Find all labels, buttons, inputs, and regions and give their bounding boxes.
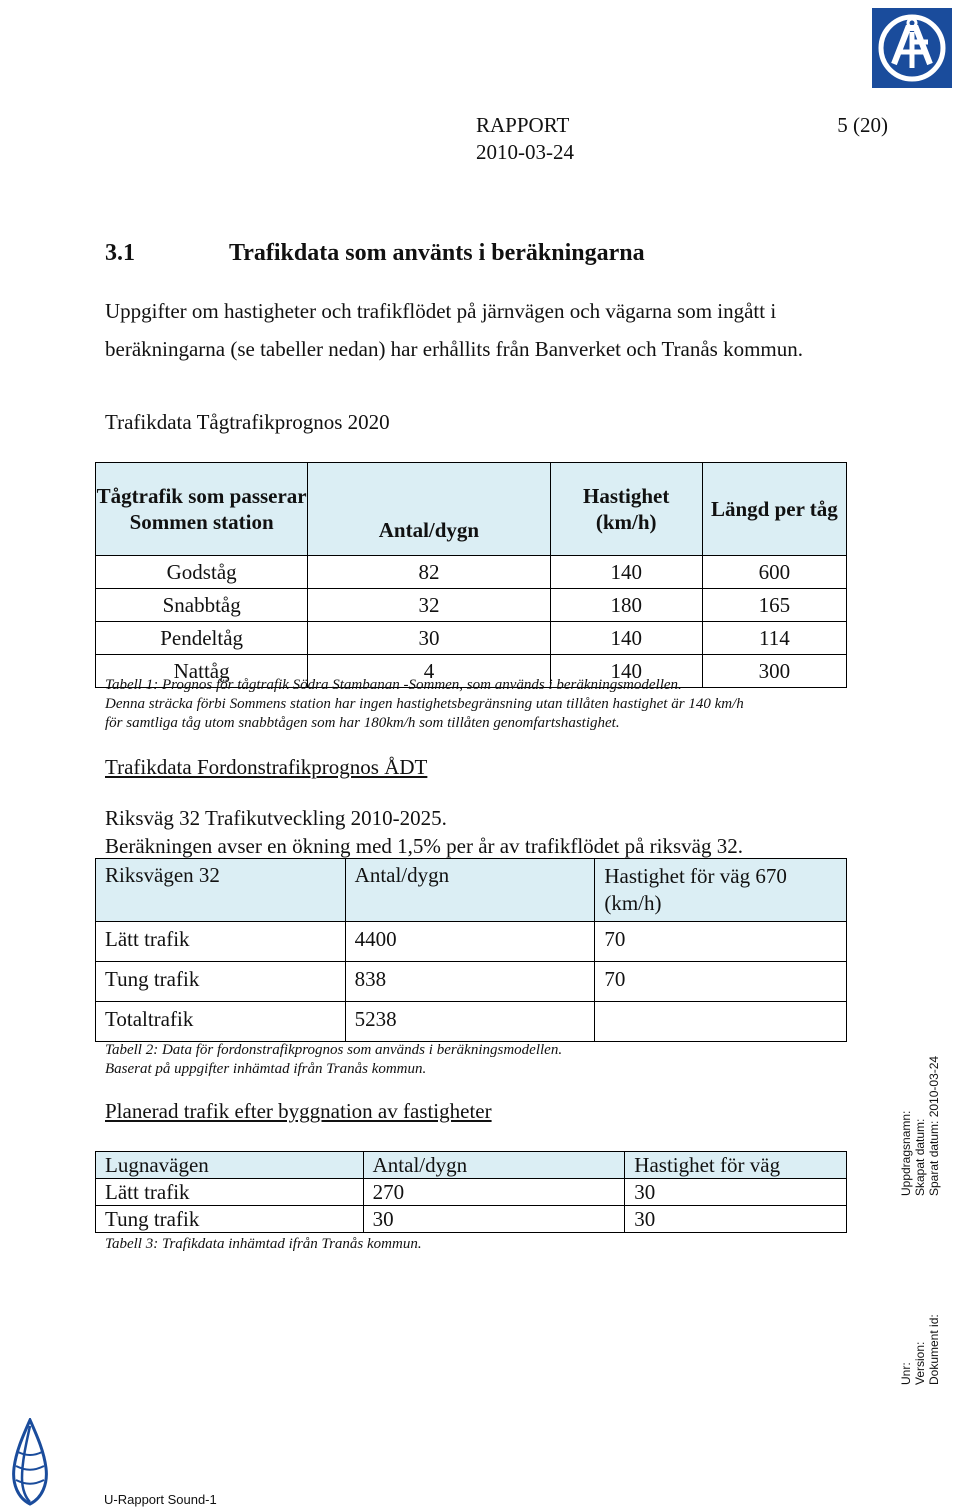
caption-line: Tabell 1: Prognos för tågtrafik Södra Stambanan -Sommen, som används i beräkningsmodellen. bbox=[105, 677, 682, 693]
column-header: Hastighet för väg bbox=[625, 1152, 847, 1179]
footer-label: U-Rapport Sound-1 bbox=[104, 1492, 217, 1507]
sidebar-metadata-upper bbox=[899, 1056, 941, 1196]
table2-heading: Trafikdata Fordonstrafikprognos ÅDT bbox=[105, 755, 428, 779]
table2-line2: Beräkningen avser en ökning med 1,5% per år av trafikflödet på riksväg 32. bbox=[105, 834, 743, 858]
table-cell: 180 bbox=[550, 589, 702, 622]
caption-line: Baserat på uppgifter inhämtad ifrån Tranås kommun. bbox=[105, 1061, 427, 1077]
shell-logo-icon bbox=[8, 1418, 52, 1506]
table-cell: Totaltrafik bbox=[96, 1002, 346, 1042]
table-cell: 140 bbox=[550, 622, 702, 655]
sidebar-line: Sparat datum: 2010-03-24 bbox=[927, 1055, 941, 1196]
table-row bbox=[96, 1179, 847, 1206]
caption-line: för samtliga tåg utom snabbtågen som har 180km/h som tillåten genomfartshastighet. bbox=[105, 715, 620, 731]
table-row bbox=[96, 1206, 847, 1233]
table-cell: 70 bbox=[595, 922, 847, 962]
sidebar-metadata-lower bbox=[899, 1314, 941, 1385]
sidebar-line: Version: bbox=[913, 1341, 927, 1385]
table-cell: 30 bbox=[308, 622, 550, 655]
table-cell: 140 bbox=[550, 556, 702, 589]
report-date: 2010-03-24 bbox=[476, 140, 574, 164]
table3-caption: Tabell 3: Trafikdata inhämtad ifrån Tranås kommun. bbox=[105, 1236, 422, 1252]
column-header: Hastighet för väg 670 (km/h) bbox=[595, 859, 847, 922]
table-cell: 838 bbox=[345, 962, 595, 1002]
caption-line: Denna sträcka förbi Sommens station har ingen hastighetsbegränsning utan tillåten hastighet är 140 km/h bbox=[105, 696, 744, 712]
table-header-row bbox=[96, 859, 847, 922]
sidebar-line: Uppdragsnamn: bbox=[899, 1110, 913, 1196]
intro-paragraph: Uppgifter om hastigheter och trafikflödet på järnvägen och vägarna som ingått i beräkningarna (se tabeller nedan) har erhållits från Banverket och Tranås kommun. bbox=[105, 299, 804, 361]
table-row bbox=[96, 556, 847, 589]
column-header: Antal/dygn bbox=[308, 463, 550, 556]
table-header-row bbox=[96, 463, 847, 556]
table-cell: 300 bbox=[702, 655, 846, 688]
table-cell: 30 bbox=[363, 1206, 625, 1233]
table-cell: 5238 bbox=[345, 1002, 595, 1042]
table-cell: 32 bbox=[308, 589, 550, 622]
section-number: 3.1 bbox=[105, 240, 135, 266]
table-cell: Lätt trafik bbox=[96, 1179, 364, 1206]
section-title: Trafikdata som använts i beräkningarna bbox=[229, 240, 645, 266]
column-header: Antal/dygn bbox=[363, 1152, 625, 1179]
table2-line1: Riksväg 32 Trafikutveckling 2010-2025. bbox=[105, 806, 447, 830]
section-heading bbox=[105, 240, 645, 267]
table-cell: 600 bbox=[702, 556, 846, 589]
table-row bbox=[96, 962, 847, 1002]
column-header: Längd per tåg bbox=[702, 463, 846, 556]
table-cell: 82 bbox=[308, 556, 550, 589]
planned-traffic-table bbox=[95, 1151, 847, 1233]
table-cell: Pendeltåg bbox=[96, 622, 308, 655]
sidebar-line: Unr: bbox=[899, 1362, 913, 1385]
table1-caption bbox=[105, 676, 744, 733]
table-cell: 114 bbox=[702, 622, 846, 655]
column-header: Lugnavägen bbox=[96, 1152, 364, 1179]
column-header: Riksvägen 32 bbox=[96, 859, 346, 922]
road-traffic-table bbox=[95, 858, 847, 1042]
table-cell: Godståg bbox=[96, 556, 308, 589]
table3-heading: Planerad trafik efter byggnation av fastigheter bbox=[105, 1099, 492, 1123]
table-cell: Snabbtåg bbox=[96, 589, 308, 622]
table2-caption bbox=[105, 1041, 562, 1079]
table-cell: 70 bbox=[595, 962, 847, 1002]
table-cell: 4 bbox=[308, 655, 550, 688]
sidebar-line: Dokument id: bbox=[927, 1314, 941, 1385]
page-indicator: 5 (20) bbox=[837, 113, 888, 137]
table-cell: Nattåg bbox=[96, 655, 308, 688]
table-cell: 140 bbox=[550, 655, 702, 688]
column-header: Antal/dygn bbox=[345, 859, 595, 922]
table-row bbox=[96, 1002, 847, 1042]
table-row bbox=[96, 589, 847, 622]
caption-line: Tabell 2: Data för fordonstrafikprognos som används i beräkningsmodellen. bbox=[105, 1042, 563, 1058]
table-cell: 4400 bbox=[345, 922, 595, 962]
table-row bbox=[96, 922, 847, 962]
table-header-row bbox=[96, 1152, 847, 1179]
table-cell: Tung trafik bbox=[96, 1206, 364, 1233]
table-cell: 165 bbox=[702, 589, 846, 622]
af-logo-icon bbox=[872, 8, 952, 88]
column-header: Tågtrafik som passerar Sommen station bbox=[96, 463, 308, 556]
table-cell: Tung trafik bbox=[96, 962, 346, 1002]
table-cell: 270 bbox=[363, 1179, 625, 1206]
column-header: Hastighet (km/h) bbox=[550, 463, 702, 556]
table1-heading: Trafikdata Tågtrafikprognos 2020 bbox=[105, 410, 390, 434]
table-cell: 30 bbox=[625, 1206, 847, 1233]
table-row bbox=[96, 622, 847, 655]
table-cell bbox=[595, 1002, 847, 1042]
table-cell: 30 bbox=[625, 1179, 847, 1206]
table-cell: Lätt trafik bbox=[96, 922, 346, 962]
sidebar-line: Skapat datum: bbox=[913, 1118, 927, 1196]
report-label: RAPPORT bbox=[476, 113, 570, 137]
train-traffic-table bbox=[95, 462, 847, 688]
